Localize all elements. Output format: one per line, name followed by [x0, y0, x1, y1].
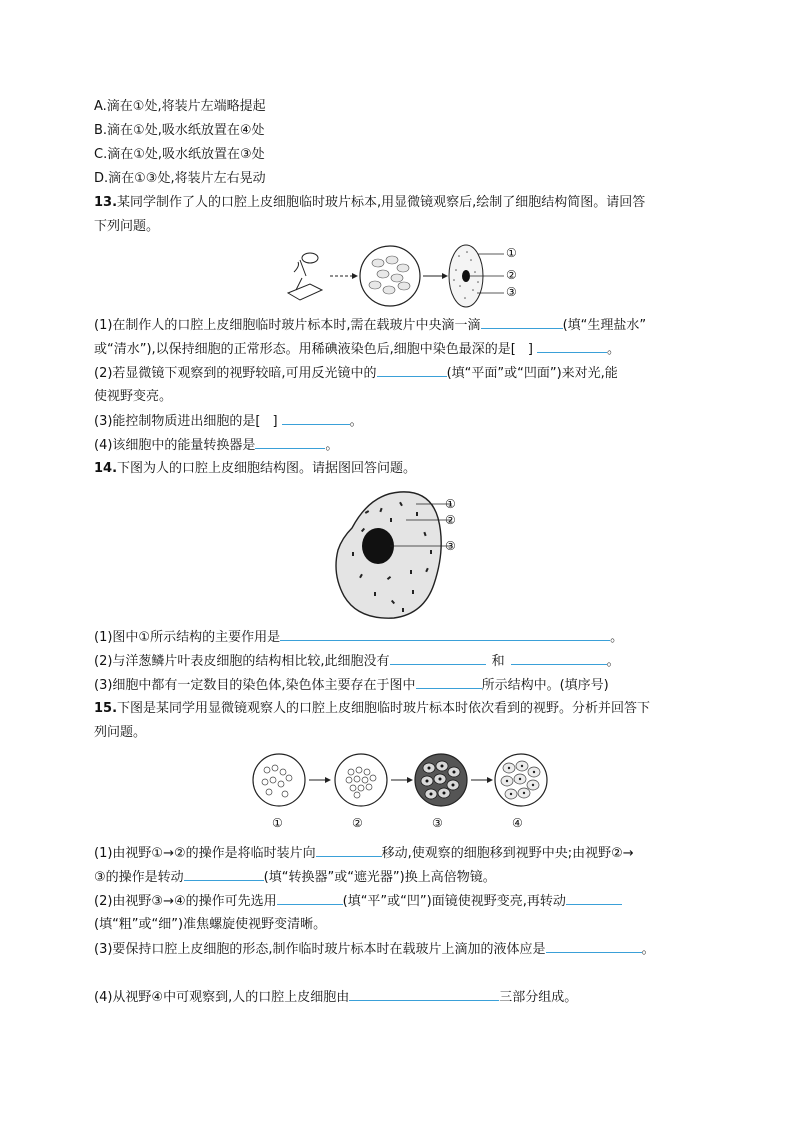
dashed-arrow	[330, 273, 358, 279]
period: 。	[641, 942, 655, 957]
answer-blank[interactable]	[255, 436, 325, 449]
answer-blank[interactable]	[390, 652, 486, 665]
q14-label-3: ③	[445, 539, 456, 553]
q15-sub4	[94, 988, 577, 1007]
q14-stem	[94, 460, 416, 478]
q13-sub3	[94, 412, 363, 431]
field-4	[495, 754, 547, 806]
field-2	[335, 754, 387, 806]
q15-stem-text: 下图是某同学用显微镜观察人的口腔上皮细胞临时玻片标本时依次看到的视野。分析并回答下	[117, 701, 651, 716]
answer-blank[interactable]	[511, 652, 607, 665]
q15-stem-line1	[94, 700, 650, 718]
q13-number: 13.	[94, 195, 118, 210]
q15-sub2-line1	[94, 892, 622, 911]
q14-label-2: ②	[445, 513, 456, 527]
period: 。	[349, 414, 363, 429]
q15-label-1: ①	[272, 816, 283, 830]
answer-blank[interactable]	[349, 988, 499, 1001]
q13-sub1-line2	[94, 340, 620, 359]
q13-sub3-text: (3)能控制物质进出细胞的是[	[94, 414, 261, 429]
q14-sub3-hint: 所示结构中。(填序号)	[481, 678, 609, 693]
q15-sub4-text: (4)从视野④中可观察到,人的口腔上皮细胞由	[94, 990, 350, 1005]
q15-sub2-line2: (填“粗”或“细”)准焦螺旋使视野变清晰。	[94, 917, 327, 932]
q14-number: 14.	[94, 461, 118, 476]
q13-sub4	[94, 436, 338, 455]
q15-sub1-text3: ③的操作是转动	[94, 870, 184, 885]
answer-blank[interactable]	[316, 844, 382, 857]
q14-label-1: ①	[445, 497, 456, 511]
answer-blank[interactable]	[537, 340, 607, 353]
answer-blank[interactable]	[416, 676, 482, 689]
bracket-close: ]	[272, 414, 278, 429]
q15-sub1-text: (1)由视野①→②的操作是将临时装片向	[94, 846, 316, 861]
q15-sub1-line1	[94, 844, 634, 863]
q12-option-a: A.滴在①处,将装片左端略提起	[94, 99, 266, 114]
field-1	[253, 754, 305, 806]
q14-sub1-text: (1)图中①所示结构的主要作用是	[94, 630, 281, 645]
q12-option-d: D.滴在①③处,将装片左右晃动	[94, 171, 266, 186]
q13-label-3: ③	[506, 285, 517, 299]
q12-option-b: B.滴在①处,吸水纸放置在④处	[94, 123, 265, 138]
dropper-slide-icon	[288, 253, 322, 300]
answer-blank[interactable]	[566, 892, 622, 905]
q15-sub2-text: (2)由视野③→④的操作可先选用	[94, 894, 277, 909]
q14-sub2	[94, 652, 620, 671]
q13-sub4-text: (4)该细胞中的能量转换器是	[94, 438, 256, 453]
q14-sub3-text: (3)细胞中都有一定数目的染色体,染色体主要存在于图中	[94, 678, 416, 693]
period: 。	[606, 654, 620, 669]
q15-sub1-hint: (填“转换器”或“遮光器”)换上高倍物镜。	[263, 870, 496, 885]
cell-diagram	[449, 245, 504, 307]
q13-sub2-line2: 使视野变亮。	[94, 389, 173, 404]
q15-fields-figure	[245, 750, 555, 814]
answer-blank[interactable]	[184, 868, 264, 881]
q13-label-1: ①	[506, 246, 517, 260]
period: 。	[610, 630, 624, 645]
q15-sub1-text2: 移动,使观察的细胞移到视野中央;由视野②→	[381, 846, 634, 861]
q13-sub2-hint: (填“平面”或“凹面”)来对光,能	[446, 366, 618, 381]
microscope-field-circle	[360, 246, 420, 306]
q15-sub2-hint: (填“平”或“凹”)面镜使视野变亮,再转动	[342, 894, 566, 909]
q14-cell-figure	[330, 488, 460, 624]
answer-blank[interactable]	[277, 892, 343, 905]
bracket-close: ]	[527, 342, 533, 357]
q14-sub2-and: 和	[491, 654, 505, 669]
q14-sub3	[94, 676, 609, 695]
q13-label-2: ②	[506, 268, 517, 282]
q13-sub1-line1	[94, 316, 646, 335]
q14-sub1	[94, 628, 623, 647]
period: 。	[325, 438, 339, 453]
q15-number: 15.	[94, 701, 118, 716]
q15-label-2: ②	[352, 816, 363, 830]
q15-label-3: ③	[432, 816, 443, 830]
nucleus	[362, 528, 394, 564]
q15-sub4-tail: 三部分组成。	[499, 990, 578, 1005]
q15-label-4: ④	[512, 816, 523, 830]
q13-sub2-line1	[94, 364, 618, 383]
q15-sub1-line2	[94, 868, 496, 887]
answer-blank[interactable]	[546, 940, 642, 953]
q13-sub1-text: (1)在制作人的口腔上皮细胞临时玻片标本时,需在载玻片中央滴一滴	[94, 318, 481, 333]
field-3	[415, 754, 467, 806]
solid-arrow	[423, 273, 448, 279]
answer-blank[interactable]	[377, 364, 447, 377]
q13-stem-line1	[94, 194, 645, 212]
q15-stem-line2: 列问题。	[94, 725, 147, 740]
q14-sub2-text: (2)与洋葱鳞片叶表皮细胞的结构相比较,此细胞没有	[94, 654, 390, 669]
q13-sub1-hint: (填“生理盐水”	[562, 318, 647, 333]
q15-sub3	[94, 940, 655, 959]
q13-figure	[270, 238, 530, 310]
q13-stem-line2: 下列问题。	[94, 219, 160, 234]
q12-option-c: C.滴在①处,吸水纸放置在③处	[94, 147, 265, 162]
answer-blank[interactable]	[282, 412, 350, 425]
q13-sub2-text: (2)若显微镜下观察到的视野较暗,可用反光镜中的	[94, 366, 377, 381]
period: 。	[606, 342, 620, 357]
q13-stem-text: 某同学制作了人的口腔上皮细胞临时玻片标本,用显微镜观察后,绘制了细胞结构简图。请回答	[117, 195, 646, 210]
answer-blank[interactable]	[481, 316, 563, 329]
q14-stem-text: 下图为人的口腔上皮细胞结构图。请据图回答问题。	[117, 461, 417, 476]
q15-sub3-text: (3)要保持口腔上皮细胞的形态,制作临时玻片标本时在载玻片上滴加的液体应是	[94, 942, 546, 957]
q13-sub1-text2: 或“清水”),以保持细胞的正常形态。用稀碘液染色后,细胞中染色最深的是[	[94, 342, 516, 357]
answer-blank[interactable]	[280, 628, 610, 641]
